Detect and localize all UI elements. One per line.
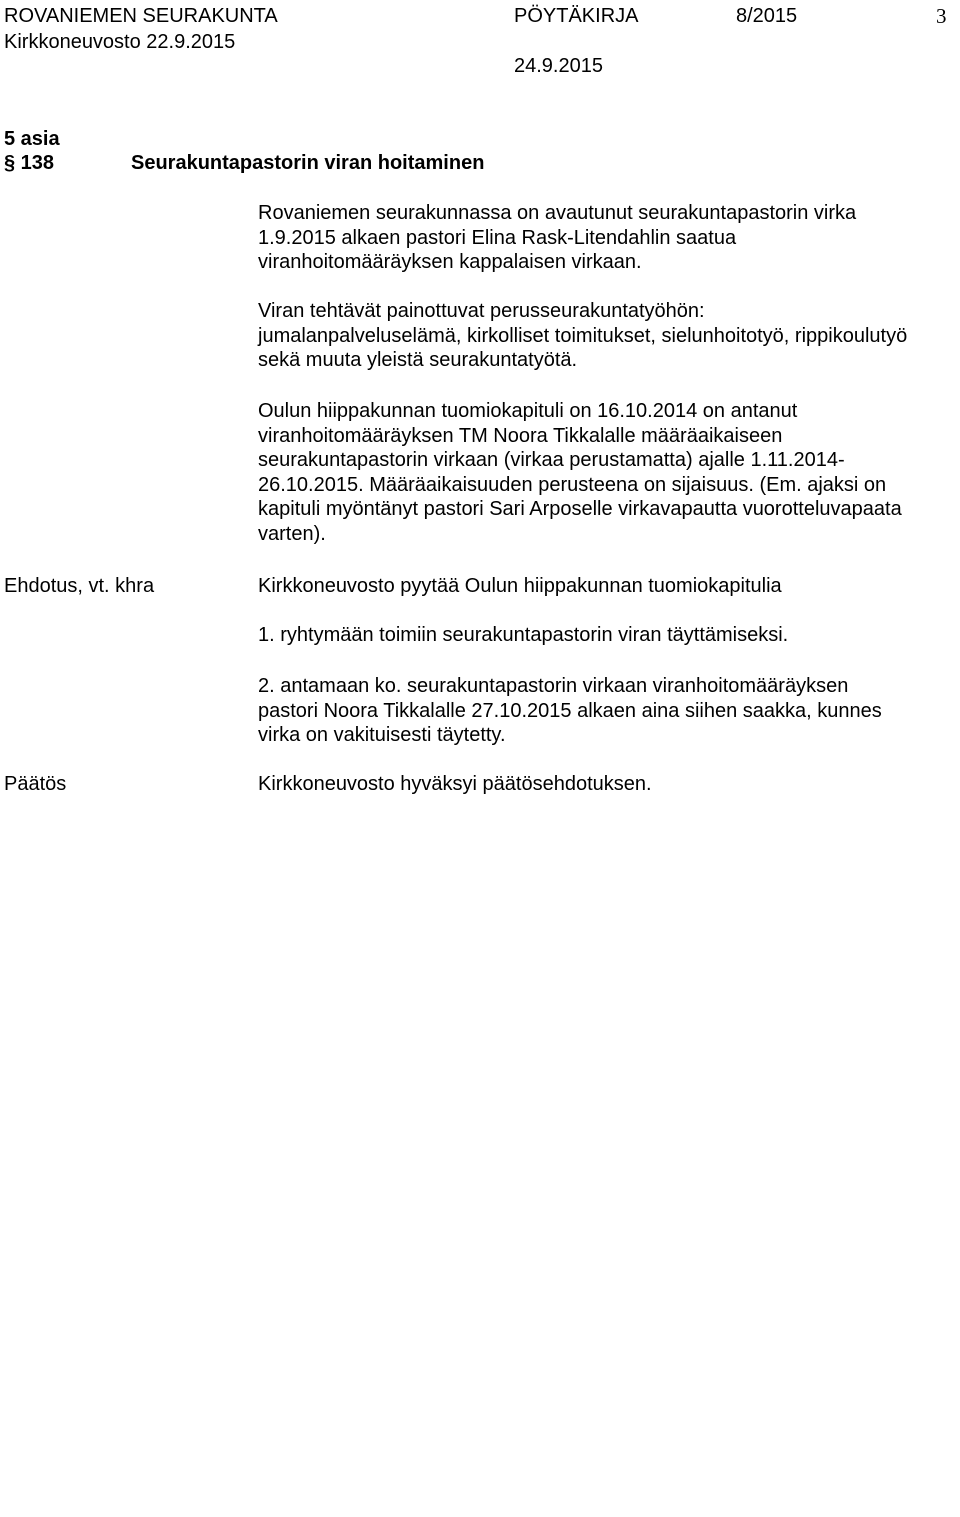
proposal-intro bbox=[258, 574, 958, 599]
paragraph-line: Oulun hiippakunnan tuomiokapituli on 16.10.2014 on antanut bbox=[258, 400, 798, 422]
paragraph-line: Viran tehtävät painottuvat perusseurakuntatyöhön: bbox=[258, 300, 705, 322]
paragraph-line: 1.9.2015 alkaen pastori Elina Rask-Litendahlin saatua bbox=[258, 226, 737, 249]
paragraph-line: jumalanpalveluselämä, kirkolliset toimitukset, sielunhoitotyö, rippikoulutyö bbox=[258, 324, 908, 347]
document-type: PÖYTÄKIRJA bbox=[514, 5, 639, 27]
paragraph-line: viranhoitomääräyksen kappalaisen virkaan. bbox=[258, 251, 642, 273]
paragraph-line: pastori Noora Tikkalalle 27.10.2015 alkaen aina siihen saakka, kunnes bbox=[258, 699, 882, 722]
paragraph-background bbox=[258, 201, 958, 275]
paragraph-line: varten). bbox=[258, 522, 326, 545]
paragraph-line: virka on vakituisesti täytetty. bbox=[258, 724, 506, 746]
paragraph-chapter-decision bbox=[258, 399, 958, 546]
proposal-item-1 bbox=[258, 623, 958, 648]
document-date: 24.9.2015 bbox=[514, 55, 603, 77]
document-number: 8/2015 bbox=[736, 5, 798, 27]
proposal-item-2 bbox=[258, 674, 958, 748]
organization-name: ROVANIEMEN SEURAKUNTA bbox=[4, 5, 278, 27]
paragraph-line: kapituli myöntänyt pastori Sari Arposelle virkavapautta vuorotteluvapaata bbox=[258, 498, 902, 520]
paragraph-line: Rovaniemen seurakunnassa on avautunut seurakuntapastorin virka bbox=[258, 202, 857, 224]
meeting-label: Kirkkoneuvosto 22.9.2015 bbox=[4, 31, 236, 53]
proposal-intro-text: Kirkkoneuvosto pyytää Oulun hiippakunnan tuomiokapitulia bbox=[258, 575, 782, 597]
proposal-item-1-text: 1. ryhtymään toimiin seurakuntapastorin viran täyttämiseksi. bbox=[258, 624, 789, 646]
paragraph-line: 26.10.2015. Määräaikaisuuden perusteena on sijaisuus. (Em. ajaksi on bbox=[258, 473, 887, 496]
paragraph-duties bbox=[258, 299, 958, 373]
decision-label: Päätös bbox=[4, 773, 67, 795]
paragraph-line: viranhoitomääräyksen TM Noora Tikkalalle määräaikaiseen bbox=[258, 424, 783, 447]
paragraph-line: seurakuntapastorin virkaan (virkaa perustamatta) ajalle 1.11.2014- bbox=[258, 449, 845, 471]
decision-text: Kirkkoneuvosto hyväksyi päätösehdotuksen. bbox=[258, 773, 652, 795]
page-number: 3 bbox=[936, 4, 947, 28]
paragraph-line: 2. antamaan ko. seurakuntapastorin virkaan viranhoitomääräyksen bbox=[258, 675, 849, 697]
agenda-label: 5 asia bbox=[4, 128, 60, 150]
paragraph-line: sekä muuta yleistä seurakuntatyötä. bbox=[258, 349, 578, 371]
item-title: Seurakuntapastorin viran hoitaminen bbox=[131, 152, 485, 174]
proposal-label: Ehdotus, vt. khra bbox=[4, 575, 155, 597]
decision bbox=[258, 772, 958, 797]
section-number: § 138 bbox=[4, 152, 55, 174]
